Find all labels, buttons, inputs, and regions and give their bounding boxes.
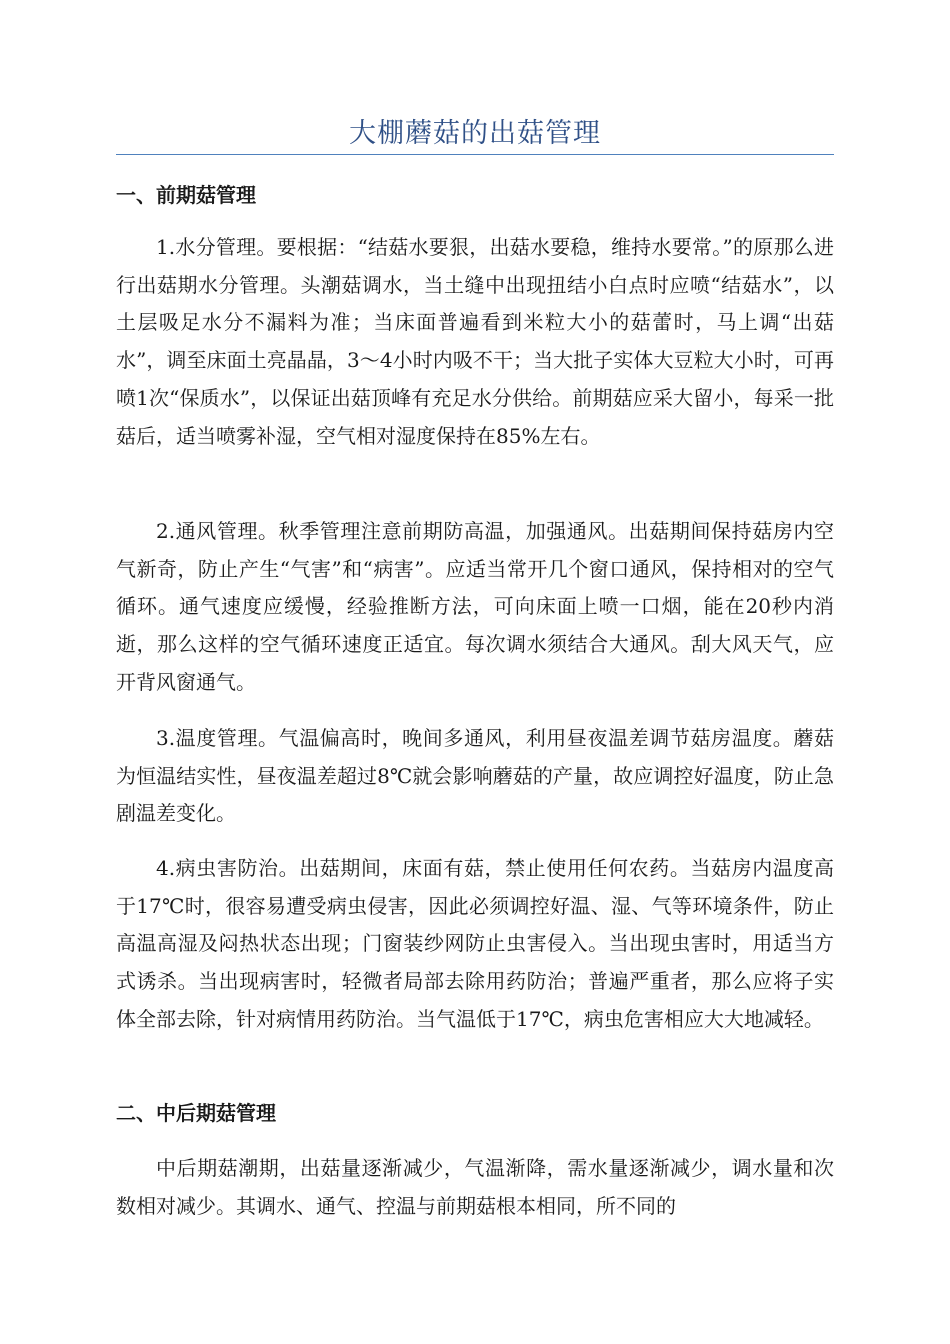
paragraph-pest-control: 4.病虫害防治。出菇期间，床面有菇，禁止使用任何农药。当菇房内温度高于17℃时，很容易遭受病虫侵害，因此必须调控好温、湿、气等环境条件，防止高温高湿及闷热状态出现；门窗装纱网防止虫害侵入。当出现虫害时，用适当方式诱杀。当出现病害时，轻微者局部去除用药防治；普遍严重者，那么应将子实体全部去除，针对病情用药防治。当气温低于17℃，病虫危害相应大大地减轻。 [116,856,834,1031]
document-title: 大棚蘑菇的出菇管理 [349,118,601,149]
title-underline [116,154,834,155]
paragraph-ventilation-management: 2.通风管理。秋季管理注意前期防高温，加强通风。出菇期间保持菇房内空气新奇，防止产生“气害”和“病害”。应适当常开几个窗口通风，保持相对的空气循环。通气速度应缓慢，经验推断方法，可向床面上喷一口烟，能在20秒内消逝，那么这样的空气循环速度正适宜。每次调水须结合大通风。刮大风天气，应开背风窗通气。 [116,519,834,694]
section-heading-early: 一、前期菇管理 [116,183,256,207]
section-heading-late: 二、中后期菇管理 [116,1101,276,1125]
paragraph-temperature-management: 3.温度管理。气温偏高时，晚间多通风，利用昼夜温差调节菇房温度。蘑菇为恒温结实性，昼夜温差超过8℃就会影响蘑菇的产量，故应调控好温度，防止急剧温差变化。 [116,726,834,826]
paragraph-water-management: 1.水分管理。要根据：“结菇水要狠，出菇水要稳，维持水要常。”的原那么进行出菇期水分管理。头潮菇调水，当土缝中出现扭结小白点时应喷“结菇水”，以土层吸足水分不漏料为准；当床面普遍看到米粒大小的菇蕾时，马上调“出菇水”，调至床面土亮晶晶，3～4小时内吸不干；当大批子实体大豆粒大小时，可再喷1次“保质水”，以保证出菇顶峰有充足水分供给。前期菇应采大留小，每采一批菇后，适当喷雾补湿，空气相对湿度保持在85%左右。 [116,235,834,448]
paragraph-late-stage: 中后期菇潮期，出菇量逐渐减少，气温渐降，需水量逐渐减少，调水量和次数相对减少。其调水、通气、控温与前期菇根本相同，所不同的 [116,1156,834,1218]
